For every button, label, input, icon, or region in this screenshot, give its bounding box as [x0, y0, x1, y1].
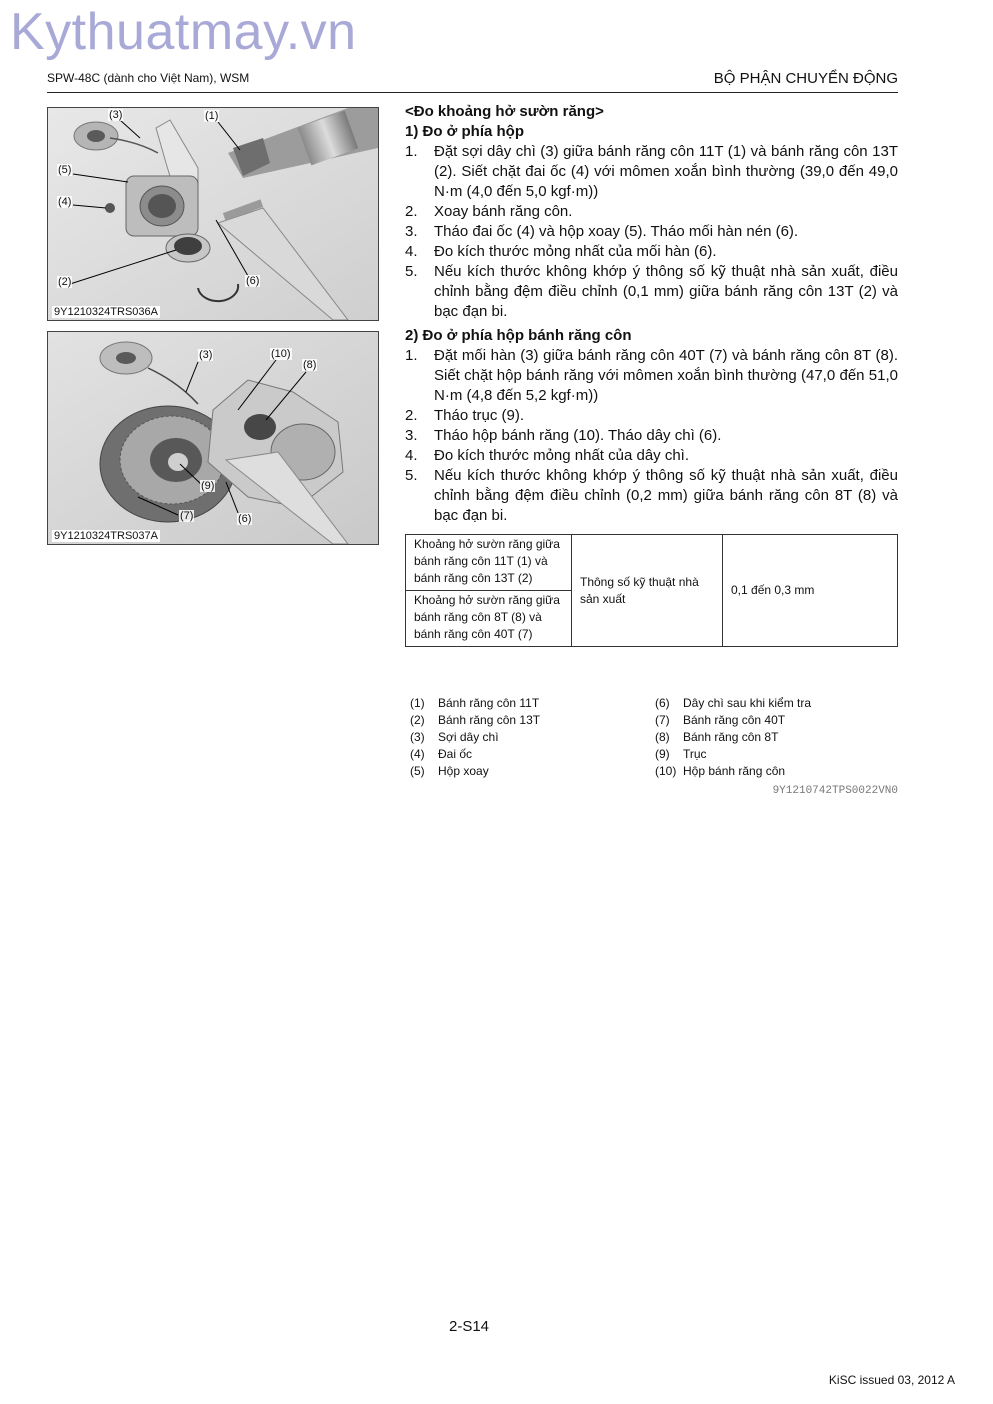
part-1-title: 1) Đo ở phía hộp	[405, 123, 524, 140]
section-title: <Đo khoảng hở sườn răng>	[405, 103, 604, 120]
part-2-steps	[405, 346, 898, 526]
watermark: Kythuatmay.vn	[10, 3, 357, 61]
legend-item: (2) Bánh răng côn 13T	[410, 713, 541, 727]
callout-4: (4)	[58, 196, 72, 208]
header-divider	[47, 92, 898, 93]
part-1-steps	[405, 142, 898, 322]
list-item: 2. Tháo trục (9).	[405, 407, 525, 424]
callout-6: (6)	[238, 513, 252, 525]
table-row	[406, 535, 898, 591]
legend-item: (9) Trục	[655, 747, 707, 761]
figure-2-caption: 9Y1210324TRS037A	[54, 530, 158, 542]
callout-5: (5)	[58, 164, 72, 176]
page-number: 2-S14	[449, 1318, 490, 1335]
footer-issue: KiSC issued 03, 2012 A	[828, 1373, 955, 1387]
figure-1-caption: 9Y1210324TRS036A	[54, 306, 158, 318]
table-cell-spec-label: Thông số kỹ thuật nhà sản xuất	[572, 535, 723, 647]
callout-8: (8)	[303, 359, 317, 371]
legend-item: (1) Bánh răng côn 11T	[410, 696, 540, 710]
callout-1: (1)	[205, 110, 219, 122]
document-code: 9Y1210742TPS0022VN0	[772, 785, 898, 797]
legend-item: (10) Hộp bánh răng côn	[655, 764, 786, 778]
callout-3: (3)	[199, 349, 213, 361]
header-section-title: BỘ PHẬN CHUYỂN ĐỘNG	[713, 70, 898, 87]
legend-item: (6) Dây chì sau khi kiểm tra	[655, 696, 812, 710]
header-manual-title: SPW-48C (dành cho Việt Nam), WSM	[47, 71, 250, 85]
legend-left	[410, 695, 540, 780]
table-cell-spec-value: 0,1 đến 0,3 mm	[723, 535, 898, 647]
spec-table	[405, 534, 898, 647]
legend-right	[655, 695, 811, 780]
callout-2: (2)	[58, 276, 72, 288]
list-item: 4. Đo kích thước mỏng nhất của dây chì.	[405, 447, 690, 464]
figure-2-illustration	[48, 332, 378, 544]
list-item: 3. Tháo đai ốc (4) và hộp xoay (5). Tháo mối hàn nén (6).	[405, 223, 799, 240]
list-item: 1. Đặt sợi dây chì (3) giữa bánh răng côn 11T (1) và bánh răng côn 13T (2). Siết chặt đai ốc (4) với mômen xoắn bình thường (39,0 đến 49,0 N·m (4,0 đến 5,0 kgf·m))	[405, 143, 898, 200]
list-item: 5. Nếu kích thước không khớp ý thông số kỹ thuật nhà sản xuất, điều chỉnh bằng đệm điều chỉnh (0,2 mm) giữa bánh răng côn 8T (8) và bạc đạn bi.	[405, 467, 898, 524]
figure-bevel-gear-case-photo	[47, 331, 379, 545]
legend-item: (3) Sợi dây chì	[410, 730, 499, 744]
list-item: 2. Xoay bánh răng côn.	[405, 203, 573, 220]
callout-3: (3)	[109, 109, 123, 121]
callout-6: (6)	[246, 275, 260, 287]
procedure-text	[405, 102, 898, 526]
callout-7: (7)	[180, 510, 194, 522]
legend-item: (4) Đai ốc	[410, 747, 473, 761]
list-item: 5. Nếu kích thước không khớp ý thông số kỹ thuật nhà sản xuất, điều chỉnh bằng đệm điều chỉnh (0,1 mm) giữa bánh răng côn 13T (2) và bạc đạn bi.	[405, 263, 898, 320]
list-item: 4. Đo kích thước mỏng nhất của mối hàn (6).	[405, 243, 717, 260]
figure-1-illustration	[48, 108, 378, 320]
figure-pinion-housing-photo	[47, 107, 379, 321]
legend-item: (8) Bánh răng côn 8T	[655, 730, 779, 744]
table-cell-row1-label: Khoảng hở sườn răng giữa bánh răng côn 11T (1) và bánh răng côn 13T (2)	[406, 535, 572, 591]
callout-9: (9)	[201, 480, 215, 492]
legend-item: (7) Bánh răng côn 40T	[655, 713, 786, 727]
callout-10: (10)	[271, 348, 291, 360]
legend-item: (5) Hộp xoay	[410, 764, 489, 778]
table-cell-row2-label: Khoảng hở sườn răng giữa bánh răng côn 8T (8) và bánh răng côn 40T (7)	[406, 591, 572, 647]
part-2-title: 2) Đo ở phía hộp bánh răng côn	[405, 327, 632, 344]
list-item: 3. Tháo hộp bánh răng (10). Tháo dây chì (6).	[405, 427, 722, 444]
list-item: 1. Đặt mối hàn (3) giữa bánh răng côn 40T (7) và bánh răng côn 8T (8). Siết chặt hộp bánh răng với mômen xoắn bình thường (47,0 đến 51,0 N·m (4,8 đến 5,2 kgf·m))	[405, 347, 898, 404]
